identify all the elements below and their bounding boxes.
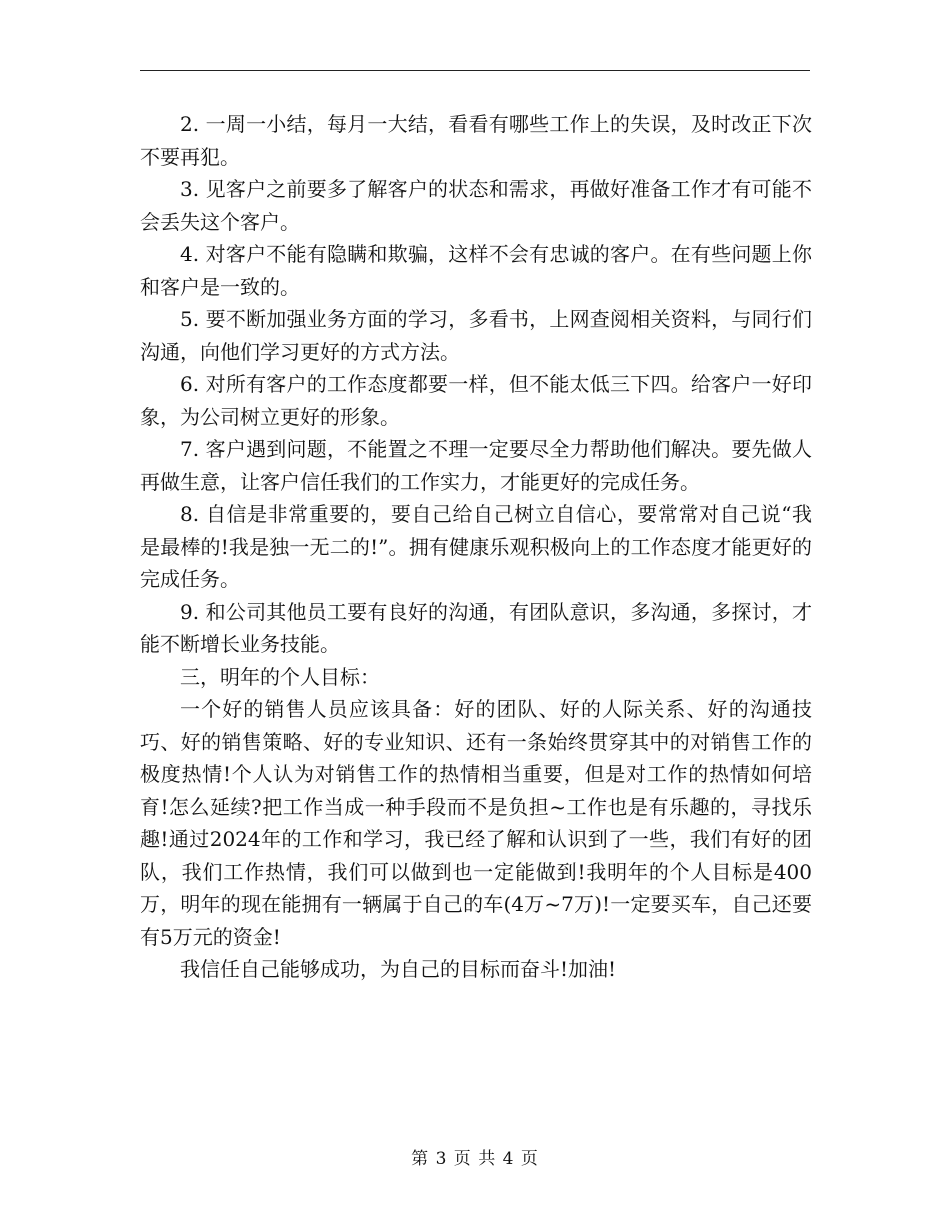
paragraph-goals-body: 一个好的销售人员应该具备：好的团队、好的人际关系、好的沟通技巧、好的销售策略、好的专业知识、还有一条始终贯穿其中的对销售工作的极度热情!个人认为对销售工作的热情相当重要，但是对工作的热情如何培育!怎么延续?把工作当成一种手段而不是负担~工作也是有乐趣的，寻找乐趣!通过2024年的工作和学习，我已经了解和认识到了一些，我们有好的团队，我们工作热情，我们可以做到也一定能做到!我明年的个人目标是400万，明年的现在能拥有一辆属于自己的车(4万~7万)!一定要买车，自己还要有5万元的资金! [140, 697, 812, 949]
paragraph-item-9: 9. 和公司其他员工要有良好的沟通，有团队意识，多沟通，多探讨，才能不断增长业务技能。 [140, 599, 812, 656]
paragraph-item-5: 5. 要不断加强业务方面的学习，多看书，上网查阅相关资料，与同行们沟通，向他们学习更好的方式方法。 [140, 307, 812, 364]
paragraph-item-2: 2. 一周一小结，每月一大结，看看有哪些工作上的失误，及时改正下次不要再犯。 [140, 112, 812, 169]
document-body [140, 108, 812, 986]
paragraph-item-7: 7. 客户遇到问题，不能置之不理一定要尽全力帮助他们解决。要先做人再做生意，让客户信任我们的工作实力，才能更好的完成任务。 [140, 437, 812, 494]
page-footer: 第 3 页 共 4 页 [411, 1149, 539, 1169]
paragraph-item-8: 8. 自信是非常重要的，要自己给自己树立自信心，要常常对自己说“我是最棒的!我是独一无二的!”。拥有健康乐观积极向上的工作态度才能更好的完成任务。 [140, 502, 812, 591]
paragraph-item-6: 6. 对所有客户的工作态度都要一样，但不能太低三下四。给客户一好印象，为公司树立更好的形象。 [140, 372, 812, 429]
section-heading-personal-goals: 三，明年的个人目标： [180, 664, 380, 689]
paragraph-closing: 我信任自己能够成功，为自己的目标而奋斗!加油! [180, 957, 617, 981]
paragraph-item-4: 4. 对客户不能有隐瞒和欺骗，这样不会有忠诚的客户。在有些问题上你和客户是一致的。 [140, 242, 812, 299]
paragraph-item-3: 3. 见客户之前要多了解客户的状态和需求，再做好准备工作才有可能不会丢失这个客户。 [140, 177, 812, 234]
header-rule [140, 70, 810, 71]
